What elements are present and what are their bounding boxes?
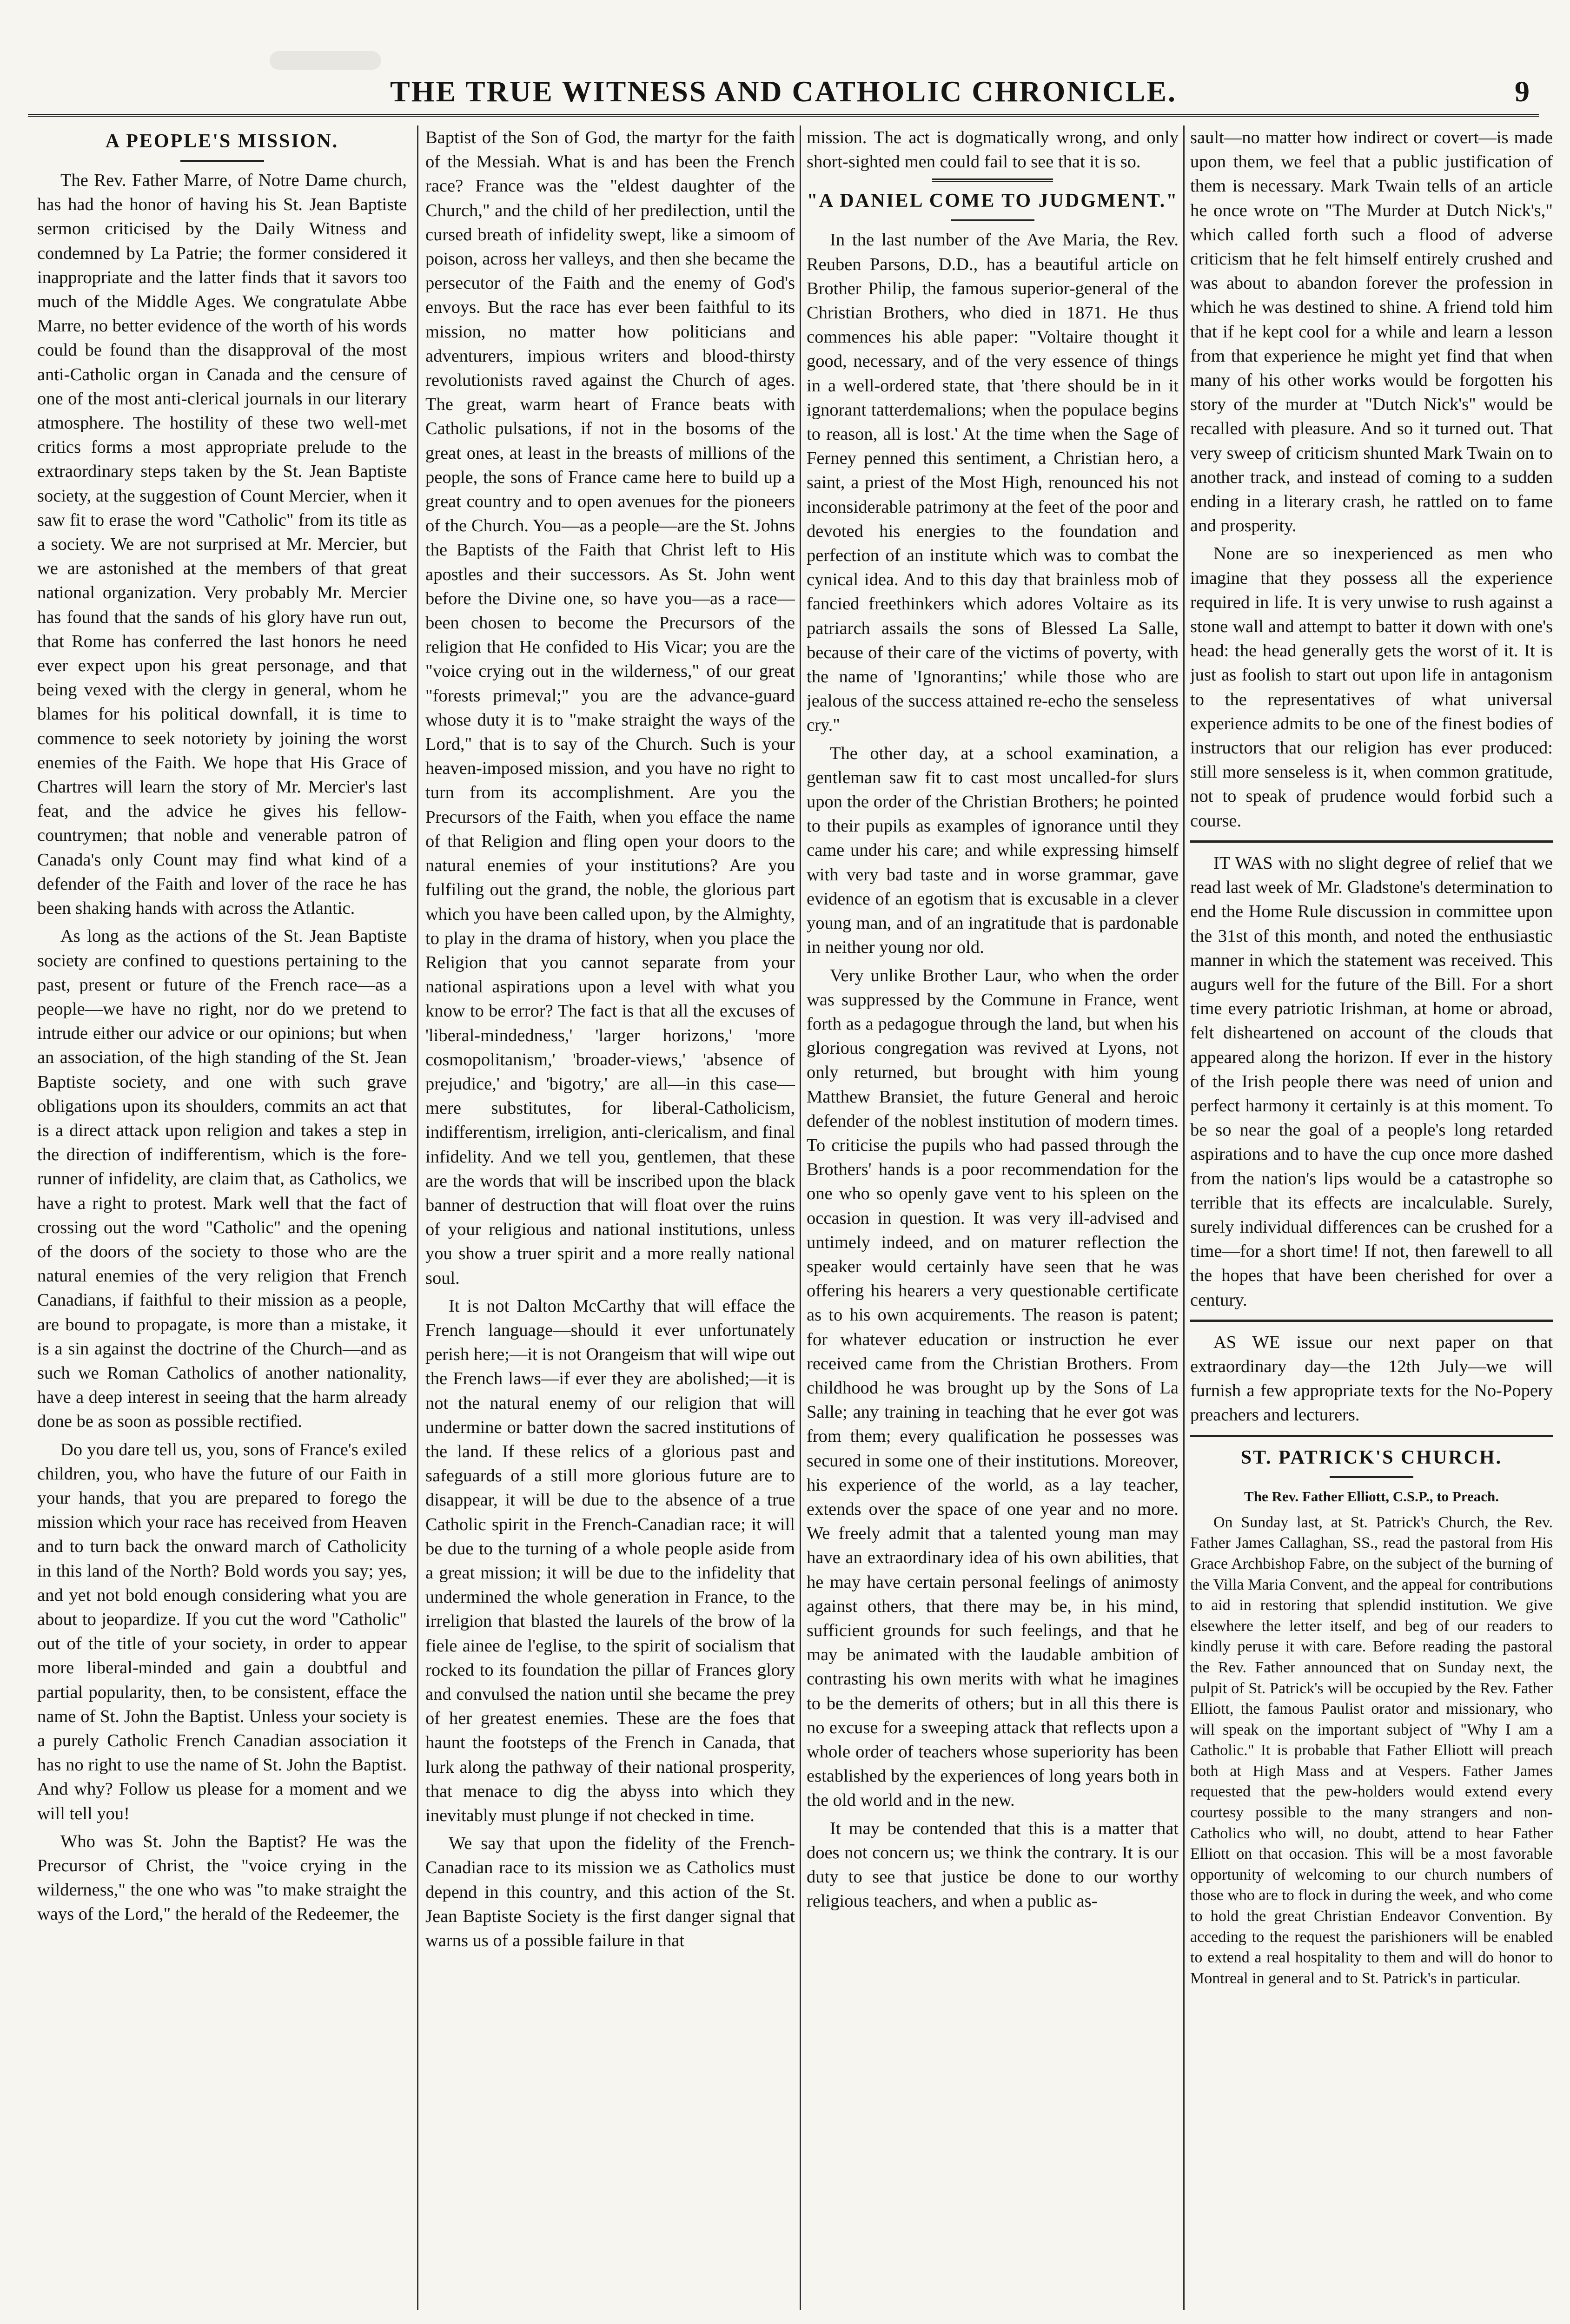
section-rule bbox=[1190, 1435, 1553, 1437]
article-paragraph-continued: sault—no matter how indirect or covert—is made upon them, we feel that a public justification of them is necessary. Mark Twain tells of an article he once wrote on "The Murder at Dutch Nick's," which called forth such a flood of adverse criticism that he felt himself entirely crushed and was about to abandon forever the profession in which he was destined to shine. A friend told him that if he kept cool for a while and learn a lesson from that experience he might yet find that when many of his other works would be forgotten his story of the murder at "Dutch Nick's" would be recalled with pleasure. And so it turned out. That very sweep of criticism shunted Mark Twain on to another track, and instead of coming to a sudden ending in a literary crash, he rattled on to fame and prosperity. bbox=[1190, 128, 1553, 536]
heading-rule bbox=[180, 160, 264, 162]
article-heading-daniel: "A DANIEL COME TO JUDGMENT." bbox=[807, 190, 1179, 212]
section-rule bbox=[1190, 1320, 1553, 1322]
heading-rule bbox=[951, 219, 1034, 221]
article-paragraph: It may be contended that this is a matter that does not concern us; we think the contrary. It is our duty to see that justice be done to our worthy religious teachers, and when a public as- bbox=[807, 1818, 1179, 1911]
column-1 bbox=[37, 125, 407, 2319]
article-paragraph: The other day, at a school examination, a gentleman saw fit to cast most uncalled-for slurs upon the order of the Christian Brothers; he pointed to their pupils as examples of ignorance until they came under his care; and while expressing himself with very bad taste and in worse grammar, gave evidence of an egotism that is excusable in a clever young man, and of an ingratitude that is pardonable in neither young nor old. bbox=[807, 743, 1179, 957]
masthead-rule bbox=[28, 114, 1539, 117]
editorial-notice: AS WE issue our next paper on that extraordinary day—the 12th July—we will furnish a few appropriate texts for the No-Popery preachers and lecturers. bbox=[1190, 1332, 1553, 1425]
article-paragraph-continued: Baptist of the Son of God, the martyr for the faith of the Messiah. What is and has been the French race? France was the "eldest daughter of the Church," and the child of her predilection, until the cursed breath of infidelity swept, like a simoom of poison, across her valleys, and then she became the persecutor of the Faith and the enemy of God's envoys. But the race has ever been faithful to its mission, no matter how politicians and adventurers, impious writers and blood-thirsty revolutionists raved against the Church of ages. The great, warm heart of France beats with Catholic pulsations, if not in the bosoms of the great ones, at least in the breasts of millions of the people, the sons of France came here to build up a great country and to open avenues for the pioneers of the Church. You—as a people—are the St. Johns the Baptists of the Faith that Christ left to His apostles and their successors. As St. John went before the Divine one, so have you—as a race—been chosen to become the Precursors of the religion that He confided to His Vicar; you are the "voice crying out in the wilderness," of our great "forests primeval;" you are the advance-guard whose duty it is to "make straight the ways of the Lord," that is to say of the Church. Such is your heaven-imposed mission, and you have no right to turn from its accomplishment. Are you the Precursors of the Faith, when you efface the name of that Religion and fling open your doors to the natural enemies of your institutions? Are you fulfiling out the grand, the noble, the glorious part which you have been called upon, by the Almighty, to play in the drama of history, when you place the Religion that you cannot separate from your national aspirations upon a level with what you know to be error? The fact is that all the excuses of 'liberal-mindedness,' 'larger horizons,' 'more cosmopolitanism,' 'broader-views,' 'absence of prejudice,' and 'bigotry,' are all—in this case—mere substitutes, for liberal-Catholicism, indifferentism, irreligion, anti-clericalism, and final infidelity. And we tell you, gentlemen, that these are the words that will be inscribed upon the black banner of destruction that will float over the ruins of your religious and national institutions, unless you show a truer spirit and a more really national soul. bbox=[425, 128, 795, 1288]
article-paragraph: In the last number of the Ave Maria, the Rev. Reuben Parsons, D.D., has a beautiful article on Brother Philip, the famous superior-general of the Christian Brothers, who died in 1871. He thus commences his able paper: "Voltaire thought it good, necessary, and of the very essence of things in a well-ordered state, that 'there should be in it ignorant tatterdemalions; when the populace begins to reason, all is lost.' At the time when the Sage of Ferney penned this sentiment, a Christian hero, a saint, a priest of the Most High, renounced his not inconsiderable patrimony at the feet of the poor and devoted his energies to the foundation and perfection of an institute which was to combat the cynical idea. And to this day that brainless mob of fancied freethinkers which adores Voltaire as its patriarch assails the sons of Blessed La Salle, because of their care of the victims of poverty, with the name of 'Ignorantins;' while those who are jealous of the success attained re-echo the senseless cry." bbox=[807, 230, 1179, 735]
article-heading-peoples-mission: A PEOPLE'S MISSION. bbox=[105, 131, 339, 152]
column-2 bbox=[425, 125, 795, 2319]
article-paragraph: Do you dare tell us, you, sons of France's exiled children, you, who have the future of our Faith in your hands, that you are prepared to forego the mission which your race has received from Heaven and to turn back the onward march of Catholicity in this land of the North? Bold words you say; yes, and yet not bold enough considering what you are about to jeopardize. If you cut the word "Catholic" out of the title of your society, in order to appear more liberal-minded and gain a doubtful and partial popularity, then, to be consistent, efface the name of St. John the Baptist. Unless your society is a purely Catholic French Canadian association it has no right to use the name of St. John the Baptist. And why? Follow us please for a moment and we will tell you! bbox=[37, 1439, 407, 1823]
column-divider bbox=[417, 125, 418, 2310]
article-paragraph: As long as the actions of the St. Jean Baptiste society are confined to questions pertaining to the past, present or future of the French race—as a people—we have no right, nor do we pretend to intrude either our advice or our opinions; but when an association, of the high standing of the St. Jean Baptiste society, and one with such grave obligations upon its shoulders, commits an act that is a direct attack upon religion and takes a step in the direction of indifferentism, which is the fore-runner of infidelity, are claim that, as Catholics, we have a right to protest. Mark well that the fact of crossing out the word "Catholic" and the opening of the doors of the society to those who are the natural enemies of the very religion that French Canadians, if faithful to their mission as a people, are bound to propagate, is more than a mistake, it is a sin against the doctrine of the Church—and as such we Roman Catholics of another nationality, have a deep interest in seeing that the harm already done be as soon as possible rectified. bbox=[37, 926, 407, 1432]
article-subheading: The Rev. Father Elliott, C.S.P., to Preach. bbox=[1244, 1488, 1499, 1505]
article-paragraph: It is not Dalton McCarthy that will efface the French language—should it ever unfortunately perish here;—it is not Orangeism that will wipe out the French laws—if ever they are abolished;—it is not the natural enemy of our religion that will undermine or batter down the sacred institutions of the land. If these relics of a glorious past and safeguards of a still more glorious future are to disappear, it will be due to the absence of a true Catholic spirit in the French-Canadian race; it will be due to the turning of a whole people aside from a great mission; it will be due to the infidelity that undermined the whole generation in France, to the irreligion that blasted the laurels of the brow of la fiele ainee de l'eglise, to the spirit of socialism that rocked to its foundation the pillar of Frances glory and convulsed the nation until she became the prey of her greatest enemies. These are the foes that haunt the footsteps of the French in Canada, that lurk along the pathway of their national prosperity, that menace to dig the abyss into which they inevitably must plunge if not checked in time. bbox=[425, 1296, 795, 1826]
article-paragraph: Who was St. John the Baptist? He was the Precursor of Christ, the "voice crying in the wilderness," the one who was "to make straight the ways of the Lord," the herald of the Redeemer, the bbox=[37, 1831, 407, 1924]
article-paragraph: None are so inexperienced as men who imagine that they possess all the experience required in life. It is very unwise to rush against a stone wall and attempt to batter it down with one's head: the head generally gets the worst of it. It is just as foolish to start out upon life in antagonism to the representatives of what universal experience admits to be one of the finest bodies of instructors that our religion has ever produced: still more senseless is it, when common gratitude, not to speak of prudence would forbid such a course. bbox=[1190, 544, 1553, 831]
section-rule bbox=[1190, 840, 1553, 843]
heading-rule bbox=[1330, 1476, 1413, 1478]
column-4 bbox=[1190, 125, 1553, 2319]
editorial-home-rule: IT WAS with no slight degree of relief that we read last week of Mr. Gladstone's determination to end the Home Rule discussion in committee upon the 31st of this month, and noted the enthusiastic manner in which the statement was received. This augurs well for the future of the Bill. For a short time every patriotic Irishman, at home or abroad, felt disheartened on account of the clouds that appeared along the horizon. If ever in the history of the Irish people there was need of union and perfect harmony it certainly is at this moment. To be so near the goal of a people's long retarded aspirations and to have the cup once more dashed from the nation's lips would be a catastrophe so terrible that its effects are incalculable. Surely, surely individual differences can be crushed for a time—for a short time! If not, then farewell to all the hopes that have been cherished for over a century. bbox=[1190, 853, 1553, 1310]
article-heading-st-patricks: ST. PATRICK'S CHURCH. bbox=[1240, 1446, 1503, 1468]
scan-smudge bbox=[270, 51, 381, 70]
article-paragraph: Very unlike Brother Laur, who when the order was suppressed by the Commune in France, went forth as a pedagogue through the land, but when his glorious congregation was revived at Lyons, not only returned, but brought with him young Matthew Bransiet, the future General and heroic defender of the noblest institution of modern times. To criticise the pupils who had passed through the Brothers' hands is a poor recommendation for the one who so openly gave vent to his spleen on the occasion in question. It was very ill-advised and untimely indeed, and on maturer reflection the speaker would certainly have seen that he was offering his hearers a very questionable certificate as to his own acquirements. The reason is patent; for whatever education or instruction he ever received came from the Christian Brothers. From childhood he was brought up by the Sons of La Salle; any training in teaching that he ever got was from them; every qualification he possesses was secured in some one of their institutions. Moreover, his experience of the world, as a lay teacher, extends over the space of one year and no more. We freely admit that a talented young man may have an extraordinary idea of his own abilities, that he may have certain personal feelings of animosty against others, that there may be, in his mind, sufficient grounds for such feelings, and that he may be animated with the laudable ambition of contrasting his own merits with what he imagines to be the demerits of others; but in all this there is no excuse for a sweeping attack that reflects upon a whole order of teachers whose superiority has been established by the experiences of long years both in the old world and in the new. bbox=[807, 965, 1179, 1810]
column-3 bbox=[807, 125, 1179, 2319]
masthead bbox=[28, 70, 1539, 121]
column-divider bbox=[1183, 125, 1185, 2310]
article-paragraph: We say that upon the fidelity of the French-Canadian race to its mission we as Catholics must depend in this country, and this action of the St. Jean Baptiste Society is the first danger signal that warns us of a possible failure in that bbox=[425, 1834, 795, 1951]
newspaper-title: THE TRUE WITNESS AND CATHOLIC CHRONICLE. bbox=[390, 75, 1177, 108]
article-paragraph: The Rev. Father Marre, of Notre Dame church, has had the honor of having his St. Jean Baptiste sermon criticised by the Daily Witness and condemned by La Patrie; the former considered it inappropriate and the latter finds that it savors too much of the Middle Ages. We congratulate Abbe Marre, no better evidence of the worth of his words could be found than the disapproval of the most anti-Catholic organ in Canada and the censure of one of the most anti-clerical journals in our literary atmosphere. The hostility of these two well-met critics forms a most appropriate prelude to the extraordinary steps taken by the St. Jean Baptiste society, at the suggestion of Count Mercier, when it saw fit to erase the word "Catholic" from its title as a society. We are not surprised at Mr. Mercier, but we are astonished at the members of that great national organization. Very probably Mr. Mercier has found that the sands of his glory have run out, that Rome has conferred the last honors he need ever expect upon his great personage, and that being vexed with the clergy in general, whom he blames for his political downfall, it is time to commence to seek notoriety by joining the worst enemies of the Faith. We hope that His Grace of Chartres will learn the story of Mr. Mercier's last feat, and the advice he gives his fellow-countrymen; that noble and venerable patron of Canada's only Count may find what kind of a defender of the Faith and lover of the race he has been shaking hands with across the Atlantic. bbox=[37, 171, 407, 918]
article-paragraph-continued: mission. The act is dogmatically wrong, and only short-sighted men could fail to see that it is so. bbox=[807, 128, 1179, 172]
article-paragraph: On Sunday last, at St. Patrick's Church, the Rev. Father James Callaghan, SS., read the pastoral from His Grace Archbishop Fabre, on the subject of the burning of the Villa Maria Convent, and the appeal for contributions to aid in restoring that splendid institution. We give elsewhere the letter itself, and beg of our readers to kindly peruse it with care. Before reading the pastoral the Rev. Father announced that on Sunday next, the pulpit of St. Patrick's will be occupied by the Rev. Father Elliott, the famous Paulist orator and missionary, who will speak on the important subject of "Why I am a Catholic." It is probable that Father Elliott will preach both at High Mass and at Vespers. Father James requested that the pew-holders would extend every courtesy possible to the many strangers and non-Catholics who will, no doubt, attend to hear Father Elliott on that occasion. This will be a most favorable opportunity of welcoming to our church numbers of those who are to flock in during the week, and who come to hold the great Christian Endeavor Convention. By acceding to the request the parishioners will be enabled to extend a real hospitality to them and will do honor to Montreal in general and to St. Patrick's in particular. bbox=[1190, 1513, 1553, 1987]
section-rule bbox=[932, 178, 1053, 182]
page-number: 9 bbox=[1515, 75, 1530, 108]
column-divider bbox=[800, 125, 801, 2310]
